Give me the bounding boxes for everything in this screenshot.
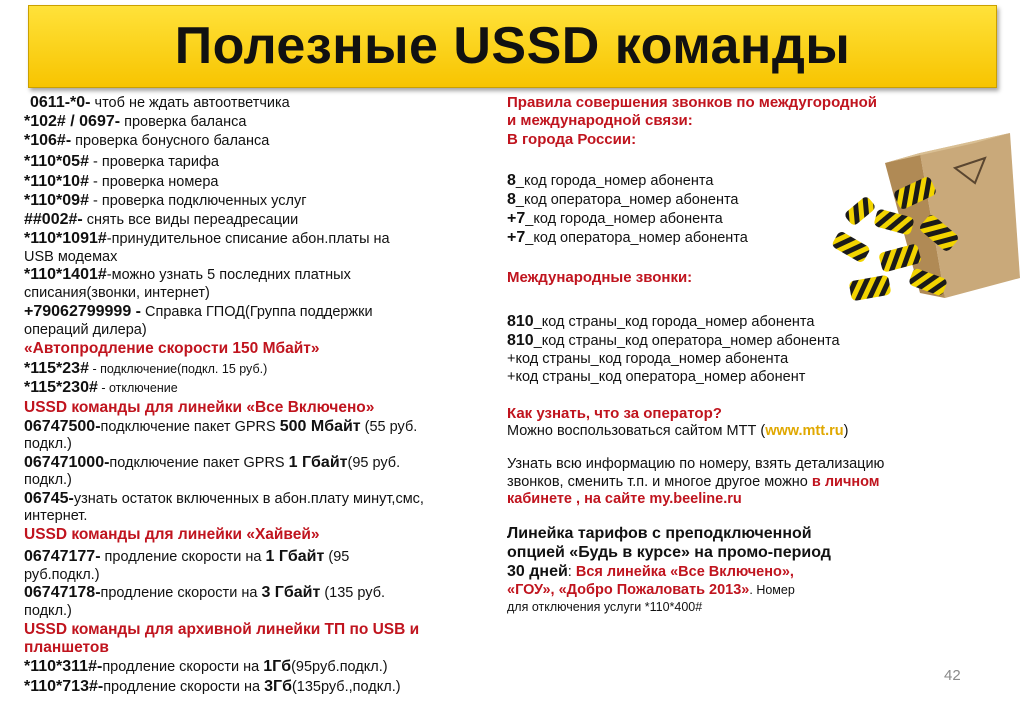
list-item: 06747177- продление скорости на 1 Гбайт (95 bbox=[24, 548, 350, 565]
list-item: Можно воспользоваться сайтом МТТ (www.mtt.ru) bbox=[507, 423, 849, 439]
list-item: *102# / 0697- проверка баланса bbox=[24, 113, 247, 130]
list-item: +7_код города_номер абонента bbox=[507, 210, 723, 227]
list-item: *110*1401#-можно узнать 5 последних платных bbox=[24, 266, 351, 283]
list-item: *110*311#-продление скорости на 1Гб(95руб.подкл.) bbox=[24, 658, 388, 675]
info-heading: Линейка тарифов с преподключенной bbox=[507, 525, 812, 542]
section-heading: Правила совершения звонков по междугородной bbox=[507, 94, 878, 111]
info-text: 30 дней: Вся линейка «Все Включено», bbox=[507, 563, 794, 580]
section-heading: и международной связи: bbox=[507, 112, 693, 129]
list-item-continuation: интернет. bbox=[24, 508, 88, 524]
cabinet-link[interactable]: кабинете , на сайте my.beeline.ru bbox=[507, 491, 742, 507]
list-item: +код страны_код оператора_номер абонент bbox=[507, 369, 806, 385]
list-item-continuation: USB модемах bbox=[24, 249, 118, 265]
list-item: 810_код страны_код города_номер абонента bbox=[507, 313, 815, 330]
info-text: для отключения услуги *110*400# bbox=[507, 600, 703, 614]
list-item: 06745-узнать остаток включенных в абон.плату минут,смс, bbox=[24, 490, 424, 507]
title-banner bbox=[28, 5, 997, 88]
info-text: Узнать всю информацию по номеру, взять детализацию bbox=[507, 456, 885, 472]
list-item: 810_код страны_код оператора_номер абонента bbox=[507, 332, 840, 349]
page-number: 42 bbox=[944, 667, 961, 684]
section-heading: USSD команды для архивной линейки ТП по USB и bbox=[24, 621, 420, 638]
info-text: «ГОУ», «Добро Пожаловать 2013». Номер bbox=[507, 582, 795, 598]
list-item: *110*05# - проверка тарифа bbox=[24, 153, 219, 170]
list-item: *110*713#-продление скорости на 3Гб(135руб.,подкл.) bbox=[24, 678, 401, 695]
info-text: звонков, сменить т.п. и многое другое можно в личном bbox=[507, 474, 880, 490]
mtt-link[interactable]: www.mtt.ru bbox=[765, 423, 844, 439]
info-heading: опцией «Будь в курсе» на промо-период bbox=[507, 544, 831, 561]
list-item-continuation: подкл.) bbox=[24, 436, 72, 452]
section-heading: планшетов bbox=[24, 639, 109, 656]
section-heading: USSD команды для линейки «Хайвей» bbox=[24, 526, 320, 543]
page-title: Полезные USSD команды bbox=[174, 17, 851, 75]
section-heading: В города России: bbox=[507, 131, 637, 148]
list-item: +7_код оператора_номер абонента bbox=[507, 229, 748, 246]
list-item-continuation: подкл.) bbox=[24, 472, 72, 488]
list-item: +код страны_код города_номер абонента bbox=[507, 351, 789, 367]
list-item: 06747178-продление скорости на 3 Гбайт (135 руб. bbox=[24, 584, 386, 601]
list-item: 8_код города_номер абонента bbox=[507, 172, 714, 189]
list-item-continuation: подкл.) bbox=[24, 603, 72, 619]
list-item-continuation: руб.подкл.) bbox=[24, 567, 100, 583]
list-item: ##002#- снять все виды переадресации bbox=[24, 211, 299, 228]
section-heading: «Автопродление скорости 150 Мбайт» bbox=[24, 340, 320, 357]
list-item: 8_код оператора_номер абонента bbox=[507, 191, 739, 208]
section-heading: Как узнать, что за оператор? bbox=[507, 405, 722, 422]
section-heading: Международные звонки: bbox=[507, 269, 693, 286]
list-item: *115*23# - подключение(подкл. 15 руб.) bbox=[24, 360, 268, 377]
list-item: 067471000-подключение пакет GPRS 1 Гбайт(95 руб. bbox=[24, 454, 401, 471]
list-item: *110*1091#-принудительное списание абон.платы на bbox=[24, 230, 390, 247]
list-item: *110*10# - проверка номера bbox=[24, 173, 219, 190]
section-heading: USSD команды для линейки «Все Включено» bbox=[24, 399, 375, 416]
list-item-continuation: операций дилера) bbox=[24, 322, 147, 338]
candy-box-illustration bbox=[825, 128, 1020, 311]
list-item: *115*230# - отключение bbox=[24, 379, 178, 396]
list-item: 0611-*0- чтоб не ждать автоответчика bbox=[30, 94, 290, 111]
list-item: +79062799999 - Справка ГПОД(Группа поддержки bbox=[24, 303, 373, 320]
list-item: *110*09# - проверка подключенных услуг bbox=[24, 192, 307, 209]
list-item: *106#- проверка бонусного баланса bbox=[24, 132, 270, 149]
list-item: 06747500-подключение пакет GPRS 500 Мбайт (55 руб. bbox=[24, 418, 418, 435]
list-item-continuation: списания(звонки, интернет) bbox=[24, 285, 210, 301]
